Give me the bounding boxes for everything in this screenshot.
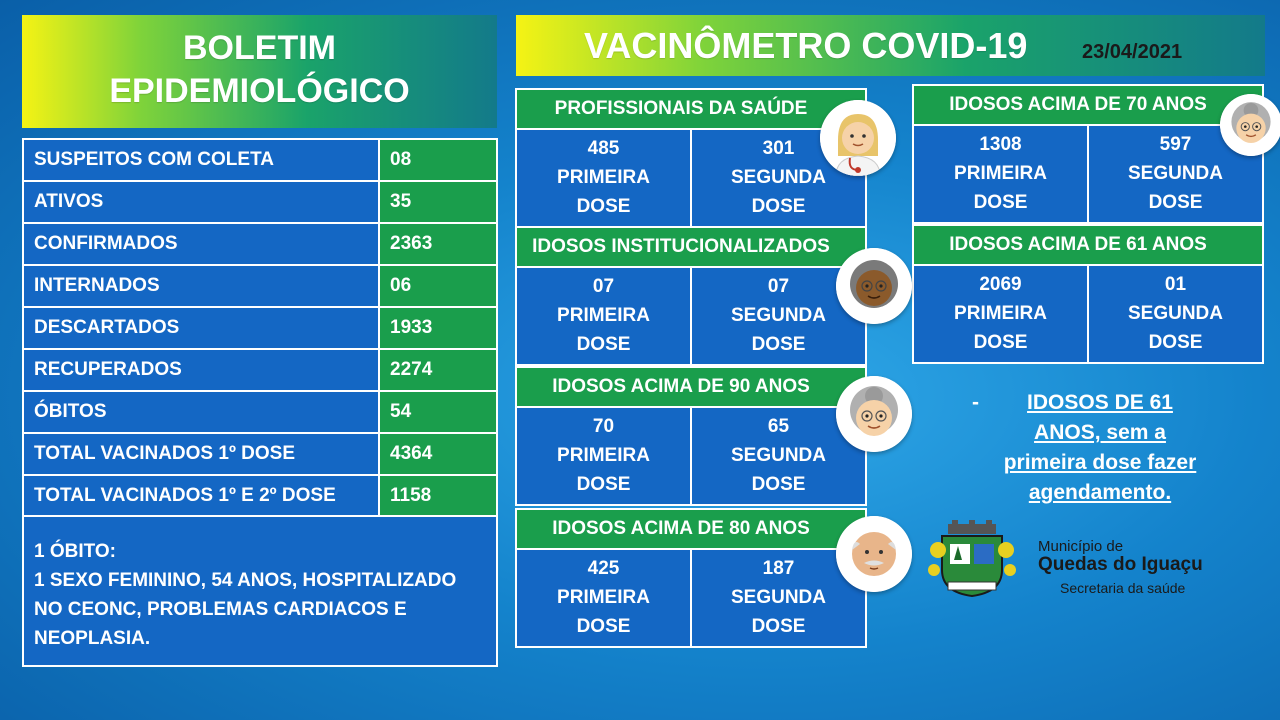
epi-row-value: 54 [379,391,497,433]
second-dose-count: 597 [1159,134,1192,155]
second-dose-label: SEGUNDA [1127,163,1223,184]
vacinometro-title: VACINÔMETRO COVID-19 [584,25,1028,66]
epi-row-label: SUSPEITOS COM COLETA [23,139,379,181]
elderly-man-icon [836,516,912,592]
epi-row [23,349,497,391]
notice-line2: ANOS, sem a [1034,421,1166,444]
epi-row [23,265,497,307]
notice-line4: agendamento. [1028,481,1172,504]
second-dose-count: 65 [767,416,790,437]
epi-row-label: TOTAL VACINADOS 1º E 2º DOSE [23,475,379,517]
vacinometro-header [516,15,1265,76]
first-dose-label: PRIMEIRA [557,305,650,326]
elderly-dark-skin-icon [836,248,912,324]
epi-row-value: 1158 [379,475,497,517]
first-dose-count: 2069 [979,274,1022,295]
epi-row [23,181,497,223]
epi-row-label: TOTAL VACINADOS 1º DOSE [23,433,379,475]
group-acima90 [515,366,867,506]
epi-row [23,475,497,517]
dose-label: DOSE [751,474,806,495]
first-dose-cell [515,408,692,506]
epi-row-value: 1933 [379,307,497,349]
boletim-header [22,15,497,128]
first-dose-count: 07 [592,276,615,297]
health-worker-icon [820,100,896,176]
epi-row-value: 06 [379,265,497,307]
notes-line2: 1 SEXO FEMININO, 54 ANOS, HOSPITALIZADO [34,570,457,591]
second-dose-label: SEGUNDA [730,445,826,466]
second-dose-count: 07 [767,276,790,297]
second-dose-label: SEGUNDA [730,305,826,326]
logo-line1: Município de [1038,538,1124,555]
group-title: IDOSOS ACIMA DE 70 ANOS [912,84,1264,126]
group-title: IDOSOS ACIMA DE 90 ANOS [515,366,867,408]
notice-line3: primeira dose fazer [1003,451,1197,474]
group-title: IDOSOS ACIMA DE 61 ANOS [912,224,1264,266]
second-dose-label: SEGUNDA [730,167,826,188]
first-dose-count: 425 [587,558,620,579]
epi-row-label: DESCARTADOS [23,307,379,349]
first-dose-count: 1308 [979,134,1022,155]
first-dose-label: PRIMEIRA [557,167,650,188]
epi-row-value: 2363 [379,223,497,265]
second-dose-count: 301 [762,138,795,159]
group-institucionalizados [515,226,867,366]
elderly-woman-icon [836,376,912,452]
second-dose-cell [1089,266,1264,364]
boletim-title-line2: EPIDEMIOLÓGICO [109,72,410,110]
epi-row [23,391,497,433]
epi-row-label: INTERNADOS [23,265,379,307]
dose-label: DOSE [751,616,806,637]
death-notes [22,515,498,667]
epi-row-value: 4364 [379,433,497,475]
epi-row-label: RECUPERADOS [23,349,379,391]
second-dose-label: SEGUNDA [1127,303,1223,324]
first-dose-cell [912,126,1089,224]
epi-row-label: CONFIRMADOS [23,223,379,265]
first-dose-cell [912,266,1089,364]
epi-row-value: 2274 [379,349,497,391]
dose-label: DOSE [973,192,1028,213]
dose-label: DOSE [576,334,631,355]
epi-row [23,223,497,265]
first-dose-label: PRIMEIRA [954,303,1047,324]
dose-label: DOSE [1148,192,1203,213]
first-dose-cell [515,268,692,366]
epi-row-value: 08 [379,139,497,181]
boletim-title-line1: BOLETIM [183,29,336,67]
epi-row [23,433,497,475]
group-acima80 [515,508,867,648]
group-title: PROFISSIONAIS DA SAÚDE [515,88,867,130]
dose-row [515,408,867,506]
second-dose-count: 01 [1164,274,1187,295]
dose-label: DOSE [751,334,806,355]
municipality-logo [918,520,1263,600]
second-dose-count: 187 [762,558,795,579]
report-date: 23/04/2021 [1082,41,1183,63]
dose-row [912,126,1264,224]
first-dose-count: 485 [587,138,620,159]
group-acima61 [912,224,1264,364]
group-profissionais [515,88,867,228]
notes-line1: 1 ÓBITO: [34,541,116,562]
epi-row [23,307,497,349]
dose-label: DOSE [576,474,631,495]
epi-row-label: ATIVOS [23,181,379,223]
dose-label: DOSE [973,332,1028,353]
dose-label: DOSE [576,616,631,637]
elderly-woman-70-icon [1220,94,1280,156]
second-dose-label: SEGUNDA [730,587,826,608]
first-dose-label: PRIMEIRA [954,163,1047,184]
logo-line3: Secretaria da saúde [1060,580,1186,596]
epi-row-label: ÓBITOS [23,391,379,433]
logo-line2: Quedas do Iguaçu [1038,554,1203,575]
first-dose-label: PRIMEIRA [557,445,650,466]
dose-label: DOSE [1148,332,1203,353]
first-dose-count: 70 [592,416,615,437]
dose-label: DOSE [751,196,806,217]
first-dose-label: PRIMEIRA [557,587,650,608]
epi-row [23,139,497,181]
dose-label: DOSE [576,196,631,217]
group-acima70 [912,84,1264,224]
first-dose-cell [515,550,692,648]
notice-dash: - [972,391,979,414]
notes-line4: NEOPLASIA. [34,628,151,649]
dose-row [515,130,867,228]
scheduling-notice [960,388,1220,508]
dose-row [515,550,867,648]
dose-row [515,268,867,366]
coat-of-arms-icon [918,520,1026,600]
group-title: IDOSOS INSTITUCIONALIZADOS [515,226,867,268]
epi-row-value: 35 [379,181,497,223]
first-dose-cell [515,130,692,228]
epidemiological-table [22,138,498,518]
group-title: IDOSOS ACIMA DE 80 ANOS [515,508,867,550]
notice-line1: IDOSOS DE 61 [1027,391,1173,414]
dose-row [912,266,1264,364]
notes-line3: NO CEONC, PROBLEMAS CARDIACOS E [34,599,407,620]
